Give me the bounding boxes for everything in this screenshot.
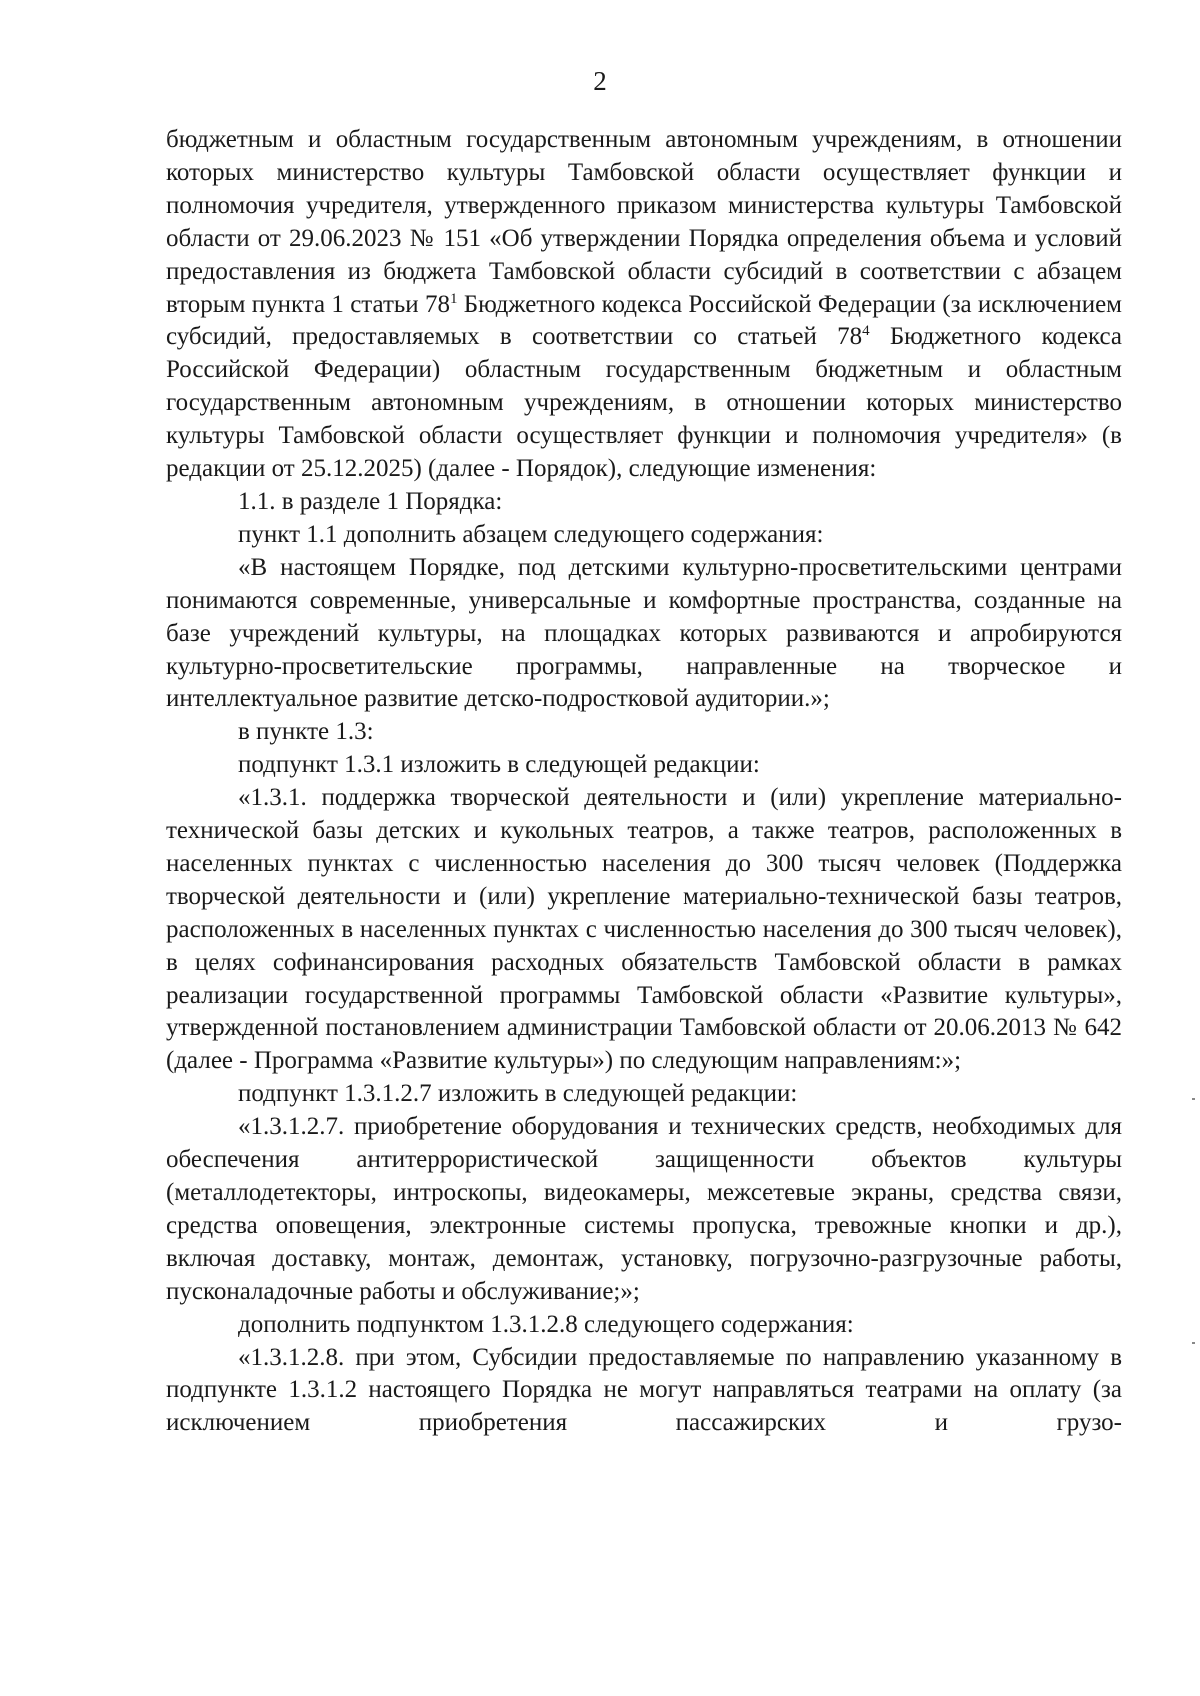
text-run: Бюджетного кодекса Российской Федерации (за исключением субсидий, предоставляемых в соответствии со статьей 78: [166, 290, 1123, 351]
paragraph-p1: [166, 124, 1122, 486]
text-run: Бюджетного кодекса Российской Федерации) областным государственным бюджетным и областным государственным автономным учреждениям, в отношении которых министерство культуры Тамбовской области осуществляет функции и полномочия учредителя» (в редакции от 25.12.2025) (далее - Порядок), следующие изменения:: [166, 323, 1122, 483]
text-run: «1.3.1.2.8. при этом, Субсидии предоставляемые по направлению указанному в подпункте 1.3.1.2 настоящего Порядка не могут направляться театрами на оплату (за исключением приобретения пассажирских и грузо-: [166, 1343, 1122, 1437]
text-run: «1.3.1. поддержка творческой деятельности и (или) укрепление материально-технической базы детских и кукольных театров, а также театров, расположенных в населенных пунктах с численностью населения до 300 тысяч человек (Поддержка творческой деятельности и (или) укрепление материально-технической базы театров, расположенных в населенных пунктах с численностью населения до 300 тысяч человек), в целях софинансирования расходных обязательств Тамбовской области в рамках реализации государственной программы Тамбовской области «Развитие культуры», утвержденной постановлением администрации Тамбовской области от 20.06.2013 № 642 (далее - Программа «Развитие культуры») по следующим направлениям:»;: [166, 784, 1122, 1075]
paragraph-p4: [166, 552, 1122, 717]
text-run: пункт 1.1 дополнить абзацем следующего содержания:: [238, 520, 824, 548]
paragraph-p6: [166, 749, 1122, 782]
document-body: [166, 124, 1122, 1440]
paragraph-p2: [166, 486, 1122, 519]
superscript: 4: [862, 323, 870, 340]
text-run: подпункт 1.3.1.2.7 изложить в следующей редакции:: [238, 1080, 798, 1108]
text-run: 1.1. в разделе 1 Порядка:: [238, 487, 503, 515]
text-run: подпункт 1.3.1 изложить в следующей редакции:: [238, 751, 760, 779]
text-run: дополнить подпунктом 1.3.1.2.8 следующего содержания:: [238, 1310, 854, 1338]
paragraph-p8: [166, 1078, 1122, 1111]
text-run: «1.3.1.2.7. приобретение оборудования и технических средств, необходимых для обеспечения антитеррористической защищенности объектов культуры (металлодетекторы, интроскопы, видеокамеры, межсетевые экраны, средства связи, средства оповещения, электронные системы пропуска, тревожные кнопки и др.), включая доставку, монтаж, демонтаж, установку, погрузочно-разгрузочные работы, пусконаладочные работы и обслуживание;»;: [166, 1113, 1122, 1305]
paragraph-p10: [166, 1309, 1122, 1342]
paragraph-p9: [166, 1111, 1122, 1308]
scan-edge-mark: [1192, 1342, 1195, 1344]
text-run: «В настоящем Порядке, под детскими культурно-просветительскими центрами понимаются современные, универсальные и комфортные пространства, созданные на базе учреждений культуры, на площадках которых развиваются и апробируются культурно-просветительские программы, направленные на творческое и интеллектуальное развитие детско-подростковой аудитории.»;: [166, 553, 1122, 713]
paragraph-p3: [166, 519, 1122, 552]
paragraph-p5: [166, 716, 1122, 749]
page-number: 2: [593, 66, 607, 96]
scan-edge-mark: [1192, 1098, 1195, 1100]
text-run: в пункте 1.3:: [238, 718, 374, 746]
superscript: 1: [450, 290, 458, 307]
text-run: бюджетным и областным государственным автономным учреждениям, в отношении которых министерство культуры Тамбовской области осуществляет функции и полномочия учредителя, утвержденного приказом министерства культуры Тамбовской области от 29.06.2023 № 151 «Об утверждении Порядка определения объема и условий предоставления из бюджета Тамбовской области субсидий в соответствии с абзацем вторым пункта 1 статьи 78: [166, 126, 1122, 318]
paragraph-p7: [166, 782, 1122, 1078]
paragraph-p11: [166, 1342, 1122, 1441]
